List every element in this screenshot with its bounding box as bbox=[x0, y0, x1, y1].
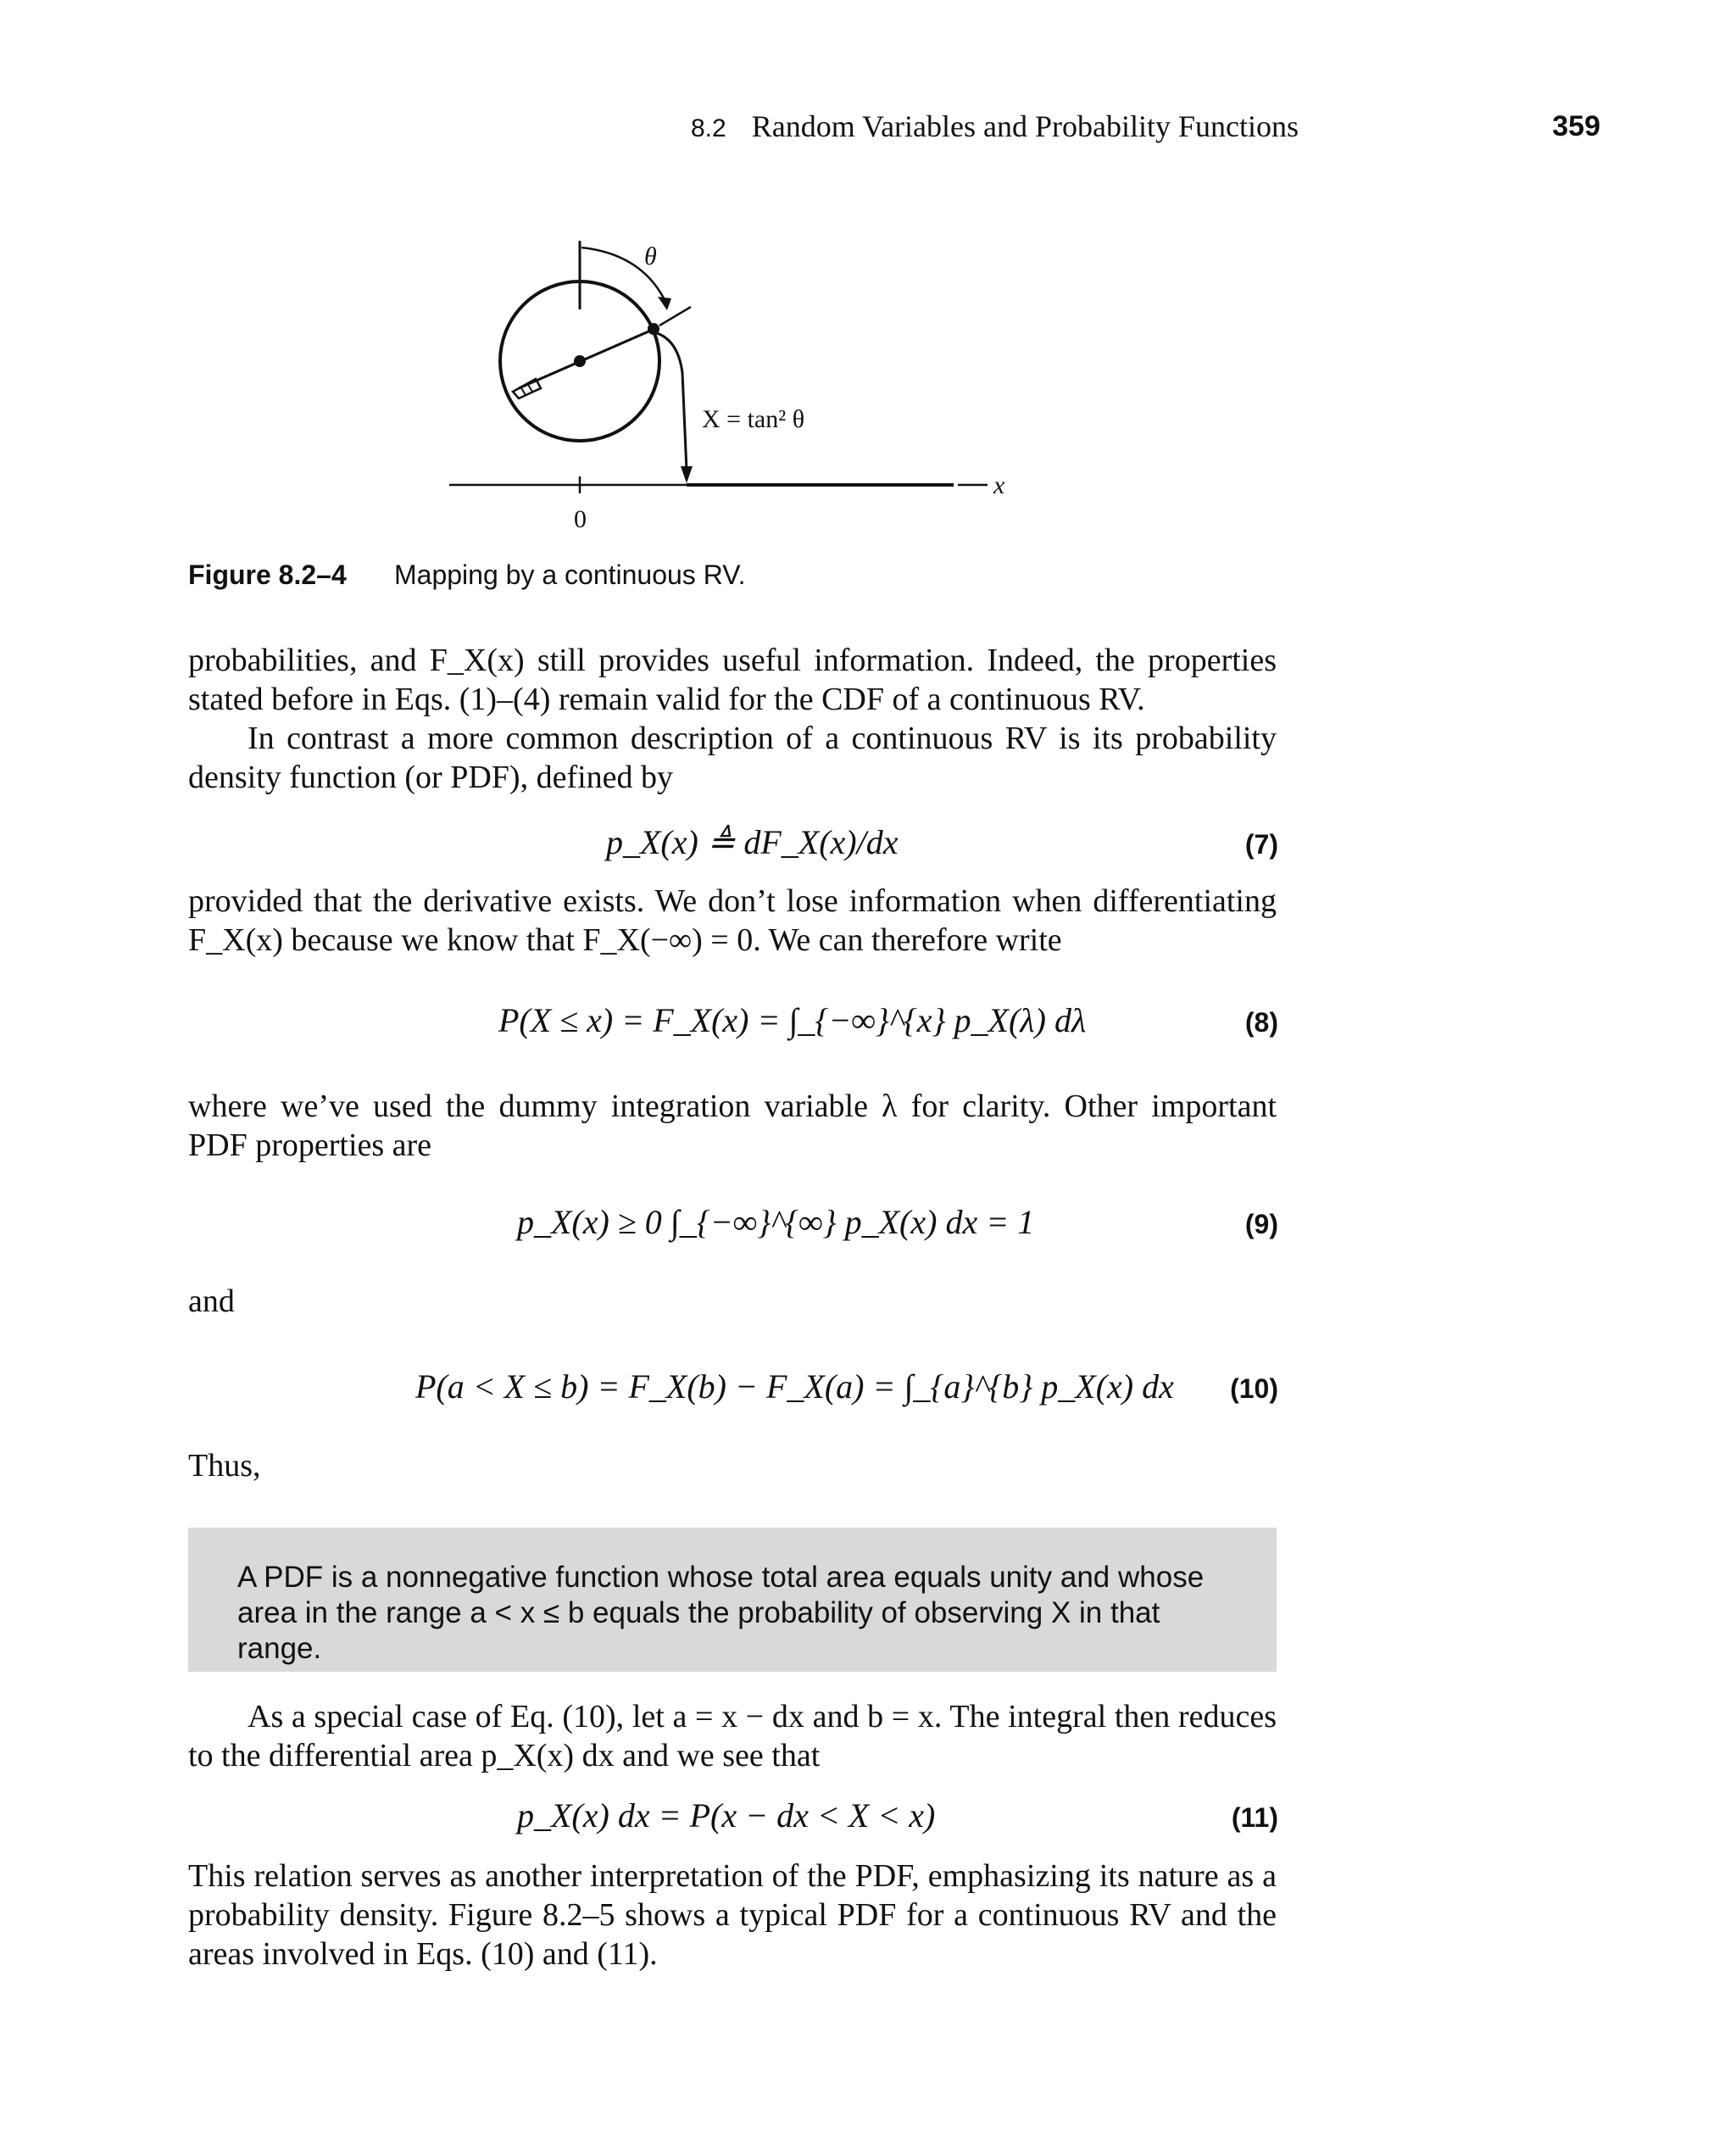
origin-label: 0 bbox=[574, 505, 587, 533]
equation-10-number: (10) bbox=[1230, 1373, 1278, 1404]
section-number: 8.2 bbox=[691, 114, 726, 142]
mapping-arrowhead bbox=[681, 466, 693, 483]
paragraph-8-text: This relation serves as another interpretation of the PDF, emphasizing its nature as a probability density. Figure 8.2–5 shows a typical PDF for a continuous RV and the areas involved in Eqs. (10) and (11). bbox=[188, 1858, 1277, 1972]
paragraph-4 bbox=[188, 1087, 1277, 1165]
axis-label: x bbox=[993, 471, 1005, 499]
figure-spinner-mapping bbox=[441, 229, 1051, 543]
equation-10: P(a < X ≤ b) = F_X(b) − F_X(a) = ∫_{a}^{b} p_X(x) dx bbox=[415, 1367, 1174, 1406]
equation-8-number: (8) bbox=[1244, 1007, 1278, 1038]
paragraph-2-text: In contrast a more common description of a continuous RV is its probability density function (or PDF), defined by bbox=[188, 721, 1277, 795]
paragraph-5 bbox=[188, 1282, 1277, 1321]
arrow-feathers bbox=[513, 379, 541, 398]
tangent-line bbox=[659, 307, 691, 326]
paragraph-4-text: where we’ve used the dummy integration variable λ for clarity. Other important PDF properties are bbox=[188, 1088, 1277, 1163]
equation-7: p_X(x) ≜ dF_X(x)/dx bbox=[606, 823, 899, 861]
equation-11: p_X(x) dx = P(x − dx < X < x) bbox=[517, 1796, 936, 1834]
paragraph-8 bbox=[188, 1857, 1277, 1974]
paragraph-6-text: Thus, bbox=[188, 1448, 261, 1484]
paragraph-7-text: As a special case of Eq. (10), let a = x − dx and b = x. The integral then reduces to the differential area p_X(x) dx and we see that bbox=[188, 1699, 1277, 1773]
definition-callout bbox=[188, 1528, 1277, 1672]
theta-label: θ bbox=[644, 242, 657, 270]
mapping-label: X = tan² θ bbox=[702, 405, 805, 433]
running-head bbox=[691, 109, 1299, 144]
paragraph-7 bbox=[188, 1697, 1277, 1775]
spinner-pointer bbox=[519, 329, 654, 388]
paragraph-6 bbox=[188, 1446, 1277, 1485]
paragraph-5-text: and bbox=[188, 1283, 235, 1319]
paragraph-1 bbox=[188, 641, 1277, 719]
section-title: Random Variables and Probability Functions bbox=[751, 109, 1299, 143]
equation-9-number: (9) bbox=[1244, 1209, 1278, 1239]
equation-11-number: (11) bbox=[1231, 1802, 1278, 1833]
figure-caption-text: Mapping by a continuous RV. bbox=[394, 560, 746, 590]
center-dot bbox=[574, 355, 586, 367]
figure-caption bbox=[188, 560, 746, 591]
paragraph-3 bbox=[188, 882, 1277, 960]
theta-arrowhead bbox=[658, 297, 671, 310]
paragraph-1-text: probabilities, and F_X(x) still provides useful information. Indeed, the properties stated before in Eqs. (1)–(4) remain valid for the CDF of a continuous RV. bbox=[188, 643, 1277, 717]
figure-label: Figure 8.2–4 bbox=[188, 560, 347, 590]
equation-9: p_X(x) ≥ 0 ∫_{−∞}^{∞} p_X(x) dx = 1 bbox=[517, 1203, 1035, 1241]
page-number: 359 bbox=[1552, 110, 1600, 142]
paragraph-2 bbox=[188, 719, 1277, 797]
equation-7-number: (7) bbox=[1244, 829, 1278, 860]
equation-8: P(X ≤ x) = F_X(x) = ∫_{−∞}^{x} p_X(λ) dλ bbox=[498, 1001, 1087, 1039]
paragraph-3-text: provided that the derivative exists. We don’t lose information when differentiating F_X(x) because we know that F_X(−∞) = 0. We can therefore write bbox=[188, 883, 1277, 958]
callout-text: A PDF is a nonnegative function whose total area equals unity and whose area in the range a < x ≤ b equals the probability of observing X in that range. bbox=[237, 1561, 1205, 1665]
